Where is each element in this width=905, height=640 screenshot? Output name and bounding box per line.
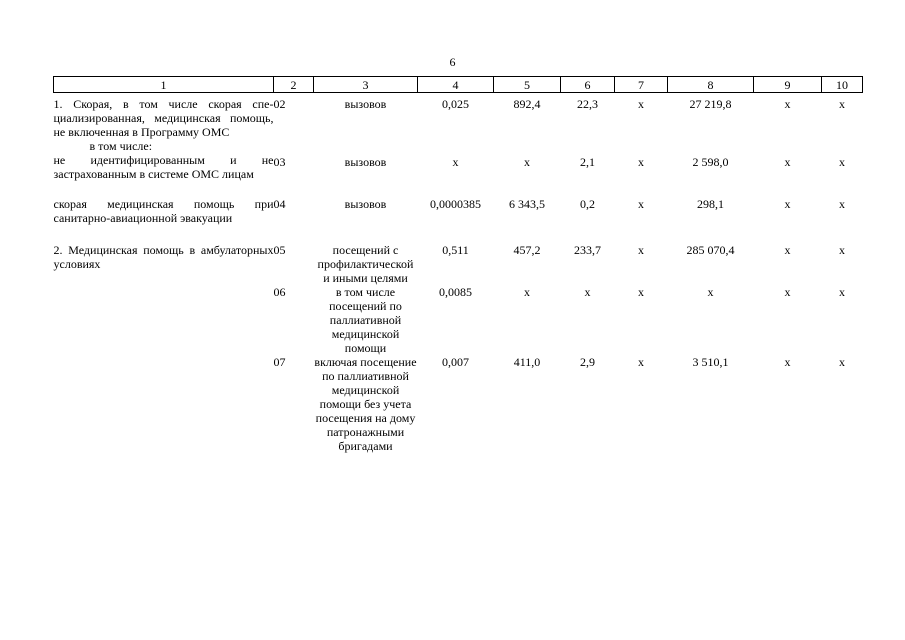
cell-col10: х: [839, 243, 845, 257]
cell-col9: х: [784, 355, 791, 369]
row-code: 07: [273, 355, 286, 369]
col-header-5: 5: [494, 77, 561, 93]
col-header-2: 2: [274, 77, 314, 93]
col-header-4: 4: [418, 77, 494, 93]
row-unit: вызовов: [344, 97, 387, 111]
table-row: [54, 355, 863, 453]
page-number: 6: [449, 55, 456, 69]
row-name: не идентифицированным и не застрахованным в системе ОМС лицам: [53, 153, 274, 181]
row-name: [54, 355, 274, 453]
table-row: [54, 285, 863, 355]
col-header-10: 10: [822, 77, 863, 93]
cell-col8: 27 219,8: [689, 97, 732, 111]
row-unit: посещений с профилактической и иными целями: [317, 243, 414, 285]
data-table: [53, 76, 863, 453]
col-header-8: 8: [668, 77, 754, 93]
row-sublabel: в том числе:: [89, 139, 153, 153]
cell-col7: х: [638, 97, 644, 111]
cell-col5: х: [524, 285, 530, 299]
row-code: 04: [273, 197, 286, 211]
cell-col10: х: [839, 285, 845, 299]
cell-col6: х: [584, 285, 591, 299]
cell-col4: х: [452, 155, 459, 169]
cell-col8: 298,1: [697, 197, 724, 211]
cell-col7: х: [638, 243, 644, 257]
cell-col7: х: [638, 197, 644, 211]
row-code: 02: [273, 97, 286, 111]
cell-col4: 0,0000385: [430, 197, 481, 211]
cell-col10: х: [839, 97, 845, 111]
cell-col9: х: [784, 197, 791, 211]
cell-col5: 411,0: [513, 355, 541, 369]
cell-col6: 0,2: [580, 197, 595, 211]
cell-col9: х: [784, 285, 791, 299]
cell-col7: х: [638, 355, 644, 369]
table-row: [54, 181, 863, 225]
cell-col6: 22,3: [577, 97, 598, 111]
row-name: [54, 93, 274, 154]
cell-col8: 285 070,4: [686, 243, 735, 257]
cell-col8: 3 510,1: [692, 355, 729, 369]
row-unit: вызовов: [344, 197, 387, 211]
row-unit: вызовов: [344, 155, 387, 169]
cell-col10: х: [839, 197, 845, 211]
cell-col8: 2 598,0: [692, 155, 729, 169]
row-name-text: 1. Скорая, в том числе скорая специализированная, медицинская помощь, не включенная в Программу ОМС: [53, 97, 274, 139]
table-row: [54, 225, 863, 285]
cell-col4: 0,511: [442, 243, 469, 257]
col-header-1: 1: [54, 77, 274, 93]
header-row: [54, 77, 863, 93]
cell-col6: 2,9: [580, 355, 595, 369]
cell-col9: х: [784, 243, 791, 257]
cell-col7: х: [638, 155, 644, 169]
row-unit: включая посещение по паллиативной медицинской помощи без учета посещения на дому патронажными бригадами: [314, 355, 417, 453]
cell-col5: х: [524, 155, 530, 169]
cell-col6: 2,1: [580, 155, 595, 169]
cell-col4: 0,025: [442, 97, 469, 111]
row-name: 2. Медицинская помощь в амбулаторных условиях: [53, 243, 274, 271]
cell-col4: 0,007: [442, 355, 469, 369]
cell-col8: х: [707, 285, 714, 299]
cell-col7: х: [638, 285, 644, 299]
cell-col6: 233,7: [574, 243, 601, 257]
row-name: скорая медицинская помощь при санитарно-авиационной эвакуации: [53, 197, 274, 225]
row-code: 06: [273, 285, 286, 299]
col-header-3: 3: [314, 77, 418, 93]
cell-col5: 457,2: [513, 243, 541, 257]
cell-col10: х: [839, 155, 845, 169]
row-code: 05: [273, 243, 286, 257]
cell-col4: 0,0085: [439, 285, 472, 299]
col-header-7: 7: [615, 77, 668, 93]
table-row: [54, 93, 863, 154]
row-code: 03: [273, 155, 286, 169]
cell-col9: х: [784, 155, 791, 169]
cell-col5: 892,4: [513, 97, 541, 111]
row-unit: в том числе посещений по паллиативной медицинской помощи: [329, 285, 402, 355]
col-header-9: 9: [754, 77, 822, 93]
cell-col10: х: [839, 355, 845, 369]
table-row: [54, 153, 863, 181]
col-header-6: 6: [561, 77, 615, 93]
row-name: [54, 285, 274, 355]
cell-col9: х: [784, 97, 791, 111]
cell-col5: 6 343,5: [509, 197, 545, 211]
